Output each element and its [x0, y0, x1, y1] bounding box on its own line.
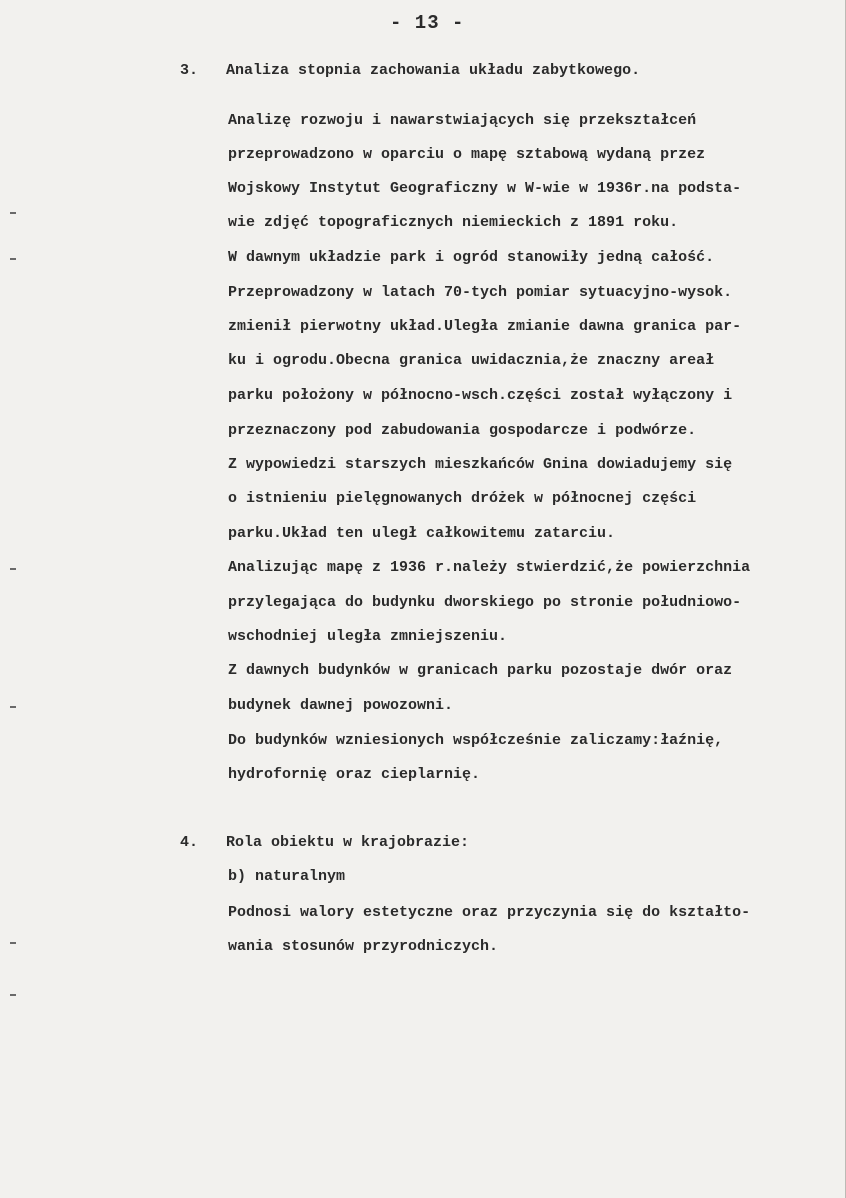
- section-4-heading: [180, 834, 469, 851]
- section-3-line-8: ku i ogrodu.Obecna granica uwidacznia,że znaczny areał: [228, 352, 715, 369]
- page-number: - 13 -: [390, 12, 465, 34]
- section-3-heading: [180, 62, 640, 79]
- margin-mark: [10, 706, 16, 708]
- section-3-line-1: Analizę rozwoju i nawarstwiających się przekształceń: [228, 112, 697, 129]
- section-3-line-5: W dawnym układzie park i ogród stanowiły jedną całość.: [228, 249, 715, 266]
- section-3-line-18: budynek dawnej powozowni.: [228, 697, 454, 714]
- section-4-number: 4.: [180, 834, 199, 851]
- section-3-line-2: przeprowadzono w oparciu o mapę sztabową wydaną przez: [228, 146, 706, 163]
- section-3-line-17: Z dawnych budynków w granicach parku pozostaje dwór oraz: [228, 662, 733, 679]
- section-4-line-2: Podnosi walory estetyczne oraz przyczynia się do kształto-: [228, 904, 751, 921]
- margin-mark: [10, 258, 16, 260]
- section-4-line-1: b) naturalnym: [228, 868, 346, 885]
- section-3-line-9: parku położony w północno-wsch.części został wyłączony i: [228, 387, 733, 404]
- section-3-line-10: przeznaczony pod zabudowania gospodarcze i podwórze.: [228, 422, 697, 439]
- section-3-line-16: wschodniej uległa zmniejszeniu.: [228, 628, 508, 645]
- section-3-line-11: Z wypowiedzi starszych mieszkańców Gnina dowiadujemy się: [228, 456, 733, 473]
- section-3-line-13: parku.Układ ten uległ całkowitemu zatarciu.: [228, 525, 616, 542]
- section-3-line-7: zmienił pierwotny układ.Uległa zmianie dawna granica par-: [228, 318, 742, 335]
- section-3-title: Analiza stopnia zachowania układu zabytkowego.: [226, 62, 641, 79]
- section-4-line-3: wania stosunów przyrodniczych.: [228, 938, 499, 955]
- margin-mark: [10, 212, 16, 214]
- section-3-number: 3.: [180, 62, 199, 79]
- section-3-line-4: wie zdjęć topograficznych niemieckich z 1891 roku.: [228, 214, 679, 231]
- margin-mark: [10, 942, 16, 944]
- margin-mark: [10, 994, 16, 996]
- section-3-line-3: Wojskowy Instytut Geograficzny w W-wie w 1936r.na podsta-: [228, 180, 742, 197]
- section-3-line-14: Analizując mapę z 1936 r.należy stwierdzić,że powierzchnia: [228, 559, 751, 576]
- section-4-title: Rola obiektu w krajobrazie:: [226, 834, 470, 851]
- section-3-line-19: Do budynków wzniesionych współcześnie zaliczamy:łaźnię,: [228, 732, 724, 749]
- section-3-line-15: przylegająca do budynku dworskiego po stronie południowo-: [228, 594, 742, 611]
- section-3-line-20: hydrofornię oraz cieplarnię.: [228, 766, 481, 783]
- section-3-line-6: Przeprowadzony w latach 70-tych pomiar sytuacyjno-wysok.: [228, 284, 733, 301]
- section-3-line-12: o istnieniu pielęgnowanych dróżek w północnej części: [228, 490, 697, 507]
- margin-mark: [10, 568, 16, 570]
